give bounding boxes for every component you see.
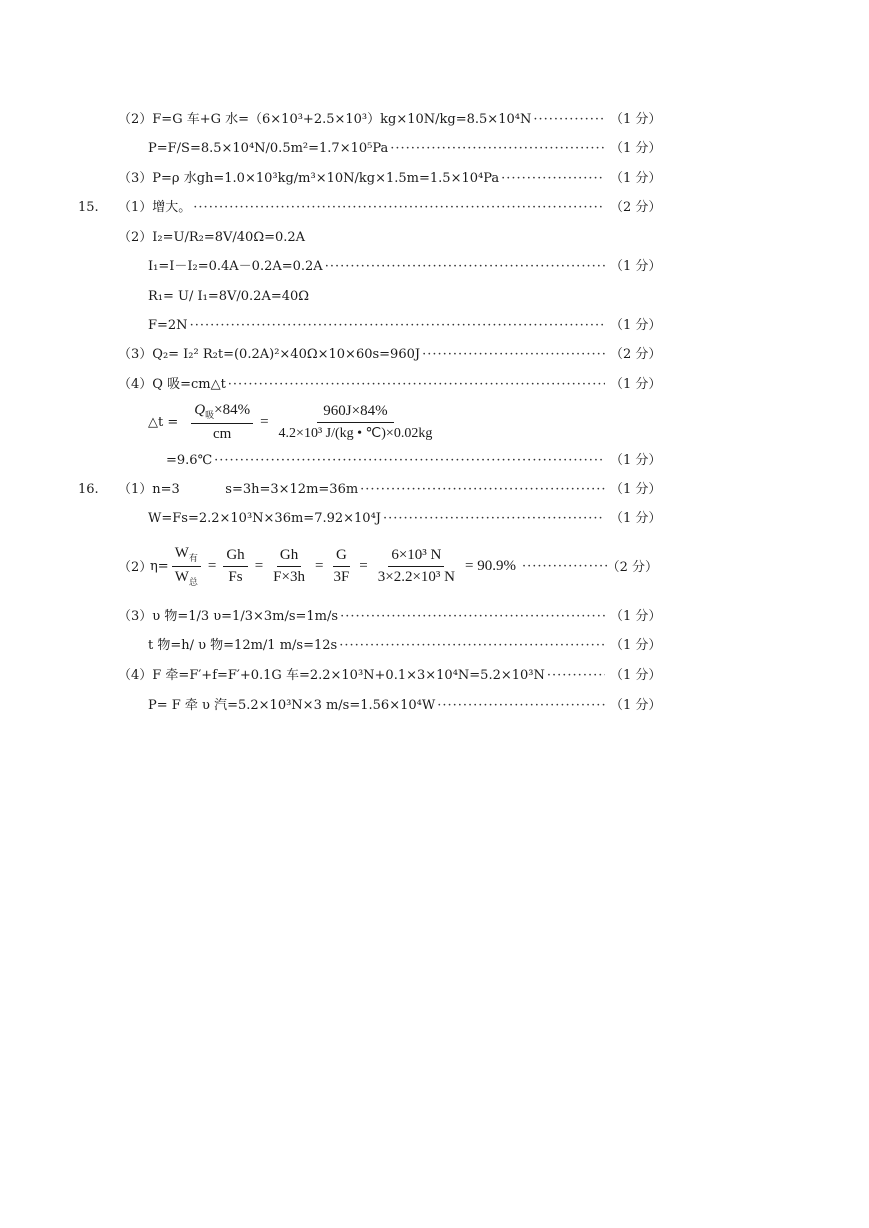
answer-text: Q₂= I₂² R₂t=(0.2A)²×40Ω×10×60s=960J xyxy=(152,347,421,362)
answer-content xyxy=(148,287,658,307)
fraction-q-over-cm xyxy=(191,402,253,443)
cm-denominator: cm xyxy=(213,425,232,442)
leader-dots xyxy=(360,480,605,500)
fraction-gh-over-f3h xyxy=(270,547,308,586)
sub-question-label: （1） xyxy=(118,200,153,215)
answer-content xyxy=(118,480,605,500)
fs-denominator: Fs xyxy=(228,568,243,585)
sub-question-label: （3） xyxy=(118,609,153,624)
sub-question-label: （4） xyxy=(118,668,153,683)
score-label: （1 分） xyxy=(610,453,662,468)
answer-text: Q 吸=cm△t xyxy=(152,377,226,392)
answer-content xyxy=(118,375,605,395)
leader-dots xyxy=(190,316,605,336)
score-label: （1 分） xyxy=(610,377,662,392)
answer-line xyxy=(0,257,869,277)
fraction-g-over-3f xyxy=(330,547,352,586)
formula-delta-t-lhs: △t = xyxy=(148,414,179,430)
leader-dots xyxy=(339,636,605,656)
equals-1: = xyxy=(207,557,217,574)
answer-line xyxy=(0,666,869,686)
leader-dots xyxy=(501,169,605,189)
answer-text: F=2N xyxy=(148,318,188,333)
answer-text: t 物=h/ υ 物=12m/1 m/s=12s xyxy=(148,638,338,653)
leader-dots xyxy=(325,257,605,277)
score-label: （1 分） xyxy=(610,698,662,713)
answer-content xyxy=(118,110,605,130)
leader-dots xyxy=(422,345,605,365)
answer-text: P=ρ 水gh=1.0×10³kg/m³×10N/kg×1.5m=1.5×10⁴Pa xyxy=(152,171,500,186)
question-number: 16. xyxy=(78,482,99,497)
answer-content xyxy=(148,257,605,277)
fraction-numeric xyxy=(276,403,436,442)
leader-dots xyxy=(547,666,605,686)
efficiency-line xyxy=(0,543,869,589)
eta-symbol: η= xyxy=(150,558,169,574)
fraction-gh-over-fs xyxy=(223,547,247,586)
q-multiplier: ×84% xyxy=(214,401,251,418)
answer-content xyxy=(148,509,605,529)
leader-dots xyxy=(214,451,605,471)
w-total-sub: 总 xyxy=(188,577,198,588)
sub-question-label: （4） xyxy=(118,377,153,392)
3f-denominator: 3F xyxy=(333,568,350,585)
gh-numerator: Gh xyxy=(223,547,247,567)
answer-line xyxy=(0,509,869,529)
answer-text: R₁= U/ I₁=8V/0.2A=40Ω xyxy=(148,289,310,304)
score-label: （1 分） xyxy=(610,112,662,127)
answer-content xyxy=(118,666,605,686)
formula-efficiency xyxy=(150,543,608,589)
answer-content xyxy=(118,607,605,627)
answer-content xyxy=(118,169,605,189)
sub-question-label: （3） xyxy=(118,171,153,186)
leader-dots xyxy=(437,696,605,716)
score-label: （1 分） xyxy=(610,259,662,274)
answer-text: W=Fs=2.2×10³N×36m=7.92×10⁴J xyxy=(148,511,381,526)
sub-question-label: （3） xyxy=(118,347,153,362)
answer-content xyxy=(148,636,605,656)
answer-content xyxy=(148,139,605,159)
gh-numerator-2: Gh xyxy=(277,547,301,567)
answer-line xyxy=(0,287,869,307)
answer-text: F=G 车+G 水=（6×10³+2.5×10³）kg×10N/kg=8.5×10⁴N xyxy=(152,112,532,127)
score-label: （1 分） xyxy=(610,638,662,653)
answer-text: n=3 s=3h=3×12m=36m xyxy=(152,482,359,497)
equals-3: = xyxy=(314,557,324,574)
answer-line xyxy=(0,375,869,395)
equals-2: = xyxy=(254,557,264,574)
answer-line xyxy=(0,607,869,627)
efficiency-denominator: 3×2.2×10³ N xyxy=(377,568,455,585)
answer-content xyxy=(118,345,605,365)
leader-dots xyxy=(228,375,605,395)
w-total: W xyxy=(174,568,189,585)
equals-4: = xyxy=(359,557,368,574)
sub-question-label: （2） xyxy=(118,230,153,245)
fraction-numeric-efficiency xyxy=(375,547,458,586)
answer-line xyxy=(0,480,869,500)
answer-line xyxy=(0,345,869,365)
w-useful-sub: 有 xyxy=(188,553,198,564)
efficiency-result: = 90.9% xyxy=(465,557,516,574)
answer-line xyxy=(0,316,869,336)
answer-line xyxy=(0,636,869,656)
fraction-w-useful-over-w-total xyxy=(172,545,201,588)
f3h-denominator: F×3h xyxy=(273,568,305,585)
answer-content xyxy=(148,696,605,716)
answer-content xyxy=(118,198,605,218)
w-useful: W xyxy=(174,544,189,561)
score-label: （1 分） xyxy=(610,609,662,624)
answer-text: P= F 牵 υ 汽=5.2×10³N×3 m/s=1.56×10⁴W xyxy=(148,698,436,713)
equals-sign: = xyxy=(260,413,269,430)
answer-line xyxy=(0,139,869,159)
leader-dots xyxy=(390,139,605,159)
question-number: 15. xyxy=(78,200,99,215)
answer-text: F 牵=F′+f=F′+0.1G 车=2.2×10³N+0.1×3×10⁴N=5.2×10³N xyxy=(152,668,545,683)
answer-content xyxy=(166,451,605,471)
score-label: （1 分） xyxy=(610,171,662,186)
answer-line xyxy=(0,110,869,130)
leader-dots xyxy=(383,509,605,529)
q-symbol: Q xyxy=(194,401,206,418)
answer-line xyxy=(0,696,869,716)
answer-line xyxy=(0,451,869,471)
answer-content xyxy=(118,228,658,248)
score-label: （2 分） xyxy=(610,200,662,215)
efficiency-label: （2） xyxy=(118,560,153,575)
answer-text: I₁=I－I₂=0.4A－0.2A=0.2A xyxy=(148,259,323,274)
answer-line xyxy=(0,169,869,189)
score-label: （1 分） xyxy=(610,141,662,156)
numeric-denominator: 4.2×10³ J/(kg • ℃)×0.02kg xyxy=(278,425,433,441)
sub-question-label: （2） xyxy=(118,112,153,127)
answer-content xyxy=(148,316,605,336)
answer-text: I₂=U/R₂=8V/40Ω=0.2A xyxy=(152,230,306,245)
answer-text: υ 物=1/3 υ=1/3×3m/s=1m/s xyxy=(152,609,339,624)
score-label: （1 分） xyxy=(610,318,662,333)
efficiency-leader-dots xyxy=(522,559,608,574)
score-label: （1 分） xyxy=(610,668,662,683)
numeric-numerator: 960J×84% xyxy=(317,403,393,423)
leader-dots xyxy=(533,110,605,130)
answer-text: P=F/S=8.5×10⁴N/0.5m²=1.7×10⁵Pa xyxy=(148,141,389,156)
answer-line xyxy=(0,198,869,218)
efficiency-numerator: 6×10³ N xyxy=(388,547,444,567)
leader-dots xyxy=(340,607,605,627)
answer-text: 增大。 xyxy=(152,200,192,215)
score-label: （2 分） xyxy=(610,347,662,362)
formula-delta-t xyxy=(148,399,438,445)
leader-dots xyxy=(193,198,605,218)
q-subscript: 吸 xyxy=(205,410,215,421)
score-label: （1 分） xyxy=(610,511,662,526)
efficiency-score: （2 分） xyxy=(606,560,658,575)
g-numerator: G xyxy=(333,547,350,567)
answer-line xyxy=(0,228,869,248)
sub-question-label: （1） xyxy=(118,482,153,497)
score-label: （1 分） xyxy=(610,482,662,497)
answer-text: =9.6℃ xyxy=(166,453,213,468)
